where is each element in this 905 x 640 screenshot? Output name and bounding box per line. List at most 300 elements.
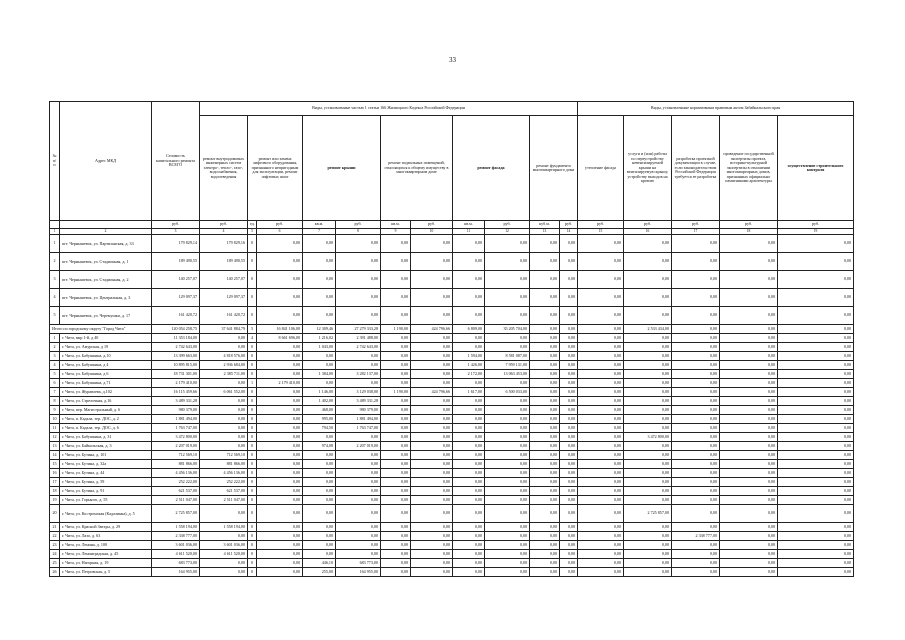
value-cell: 0,00 [778,523,854,532]
column-number: 5 [248,229,257,235]
value-cell: 468,00 [303,406,336,415]
value-cell: 0,00 [453,424,485,433]
value-cell: 0,00 [411,307,453,325]
value-cell: 0,00 [578,325,624,334]
value-cell: 1 558 194,00 [200,523,248,532]
value-cell: 0,00 [672,379,720,388]
address-cell: г. Чита, ул. Байкальская, д. 3 [60,442,152,451]
value-cell: 0,00 [530,406,560,415]
value-cell: 0,00 [778,235,854,253]
value-cell: 1 402,00 [303,397,336,406]
value-cell: 2 179 410,00 [152,379,200,388]
value-cell: 0,00 [336,361,381,370]
value-cell: 0,00 [778,388,854,397]
value-cell: 0,00 [778,361,854,370]
value-cell: 0,00 [485,469,530,478]
value-cell: 0,00 [560,307,578,325]
value-cell: 0,00 [578,523,624,532]
units-row [50,221,854,229]
value-cell: 0,00 [411,289,453,307]
value-cell: 2 338 777,00 [152,532,200,541]
value-cell: 0,00 [200,532,248,541]
table-row [50,271,854,289]
value-cell: 0,00 [778,253,854,271]
value-cell: 0,00 [336,487,381,496]
row-number-cell: 24 [50,550,60,559]
value-cell: 0,00 [720,406,778,415]
value-cell: 0,00 [720,253,778,271]
table-row [50,379,854,388]
value-cell: 129 097,37 [200,289,248,307]
value-cell: 0,00 [778,460,854,469]
header-service-elevator: ремонт или замена лифтового оборудования, признанного непригодным для эксплуатации, ремонт лифтовых шахт [248,116,303,221]
value-cell: 0,00 [453,253,485,271]
column-number: 4 [200,229,248,235]
value-cell: 0,00 [453,505,485,523]
value-cell: 0,00 [720,307,778,325]
value-cell: 0,00 [200,379,248,388]
value-cell: 0,00 [257,343,303,352]
header-service-roof-ventilation: услуги и (или) работы по переустройству невентилируемой крыши на вентилируемую крышу, устройству выходов на кровлю [624,116,672,221]
value-cell: 0,00 [530,352,560,361]
header-service-expertise: проведение государственной экспертизы проекта, историко-культурной экспертизы в отношении многоквартирных домов, признанных официально памятниками архитектуры [720,116,778,221]
value-cell: 0,00 [578,370,624,379]
value-cell: 0,00 [411,424,453,433]
unit-cell: руб. [578,221,624,229]
header-service-engineering: ремонт внутридомовых инженерных систем электро-, тепло-, газо-, водоснабжения, водоотведения [200,116,248,221]
address-cell: пгт. Чернышевск, ул. Стадионная, д. 2 [60,271,152,289]
page-number: 33 [449,56,456,64]
value-cell: 974,08 [303,442,336,451]
value-cell: 712 569,10 [152,451,200,460]
value-cell: 0,00 [578,415,624,424]
row-number-cell: 11 [50,424,60,433]
address-cell: г. Чита, ул. Петровская, д. 5 [60,568,152,577]
value-cell: 0,00 [381,406,411,415]
value-cell: 0 [248,442,257,451]
value-cell: 0,00 [381,496,411,505]
value-cell: 0,00 [624,379,672,388]
row-number-cell: 25 [50,559,60,568]
value-cell: 0,00 [778,343,854,352]
value-cell: 0,00 [381,559,411,568]
value-cell: 0,00 [411,550,453,559]
value-cell: 0,00 [411,397,453,406]
value-cell: 0,00 [530,487,560,496]
value-cell: 1 384,00 [303,370,336,379]
value-cell: 0,00 [720,379,778,388]
table-row [50,433,854,442]
value-cell: 2 725 857,00 [624,505,672,523]
value-cell: 37 641 884,79 [200,325,248,334]
value-cell: 0,00 [485,235,530,253]
value-cell: 0,00 [560,559,578,568]
value-cell: 0,00 [530,532,560,541]
value-cell: 0,00 [560,397,578,406]
value-cell: 0,00 [672,550,720,559]
value-cell: 0,00 [720,415,778,424]
value-cell: 0,00 [720,343,778,352]
value-cell: 0,00 [778,550,854,559]
value-cell: 0,00 [257,424,303,433]
row-number-cell: 18 [50,487,60,496]
value-cell: 0,00 [720,487,778,496]
row-number-cell: 17 [50,478,60,487]
value-cell: 3 489 331,28 [336,397,381,406]
value-cell: 0,00 [336,433,381,442]
value-cell: 0,00 [720,541,778,550]
value-cell: 0,00 [336,478,381,487]
value-cell: 0,00 [336,541,381,550]
value-cell: 0 [248,496,257,505]
value-cell: 0,00 [303,496,336,505]
value-cell: 0,00 [672,325,720,334]
value-cell: 0,00 [336,289,381,307]
column-number: 3 [152,229,200,235]
row-number-cell: 7 [50,388,60,397]
value-cell: 0,00 [778,415,854,424]
value-cell: 0,00 [578,361,624,370]
row-number-cell: 2 [50,253,60,271]
value-cell: 0,00 [257,523,303,532]
value-cell: 0,00 [720,505,778,523]
value-cell: 0,00 [381,451,411,460]
value-cell: 161 420,72 [200,307,248,325]
value-cell: 0,00 [578,334,624,343]
value-cell: 2 725 857,00 [152,505,200,523]
value-cell: 16 115 459,66 [152,388,200,397]
value-cell: 0,00 [624,442,672,451]
value-cell: 0,00 [257,541,303,550]
value-cell: 0,00 [303,271,336,289]
address-cell: г. Чита, ул. Лазо, д. 63 [60,532,152,541]
value-cell: 0,00 [578,559,624,568]
value-cell: 0,00 [720,334,778,343]
value-cell: 0,00 [381,568,411,577]
table-row [50,505,854,523]
value-cell: 0,00 [672,406,720,415]
value-cell: 1 190,00 [381,325,411,334]
value-cell: 0,00 [560,541,578,550]
value-cell: 0,00 [560,469,578,478]
value-cell: 0,00 [720,325,778,334]
value-cell: 0,00 [485,253,530,271]
value-cell: 0,00 [560,487,578,496]
value-cell: 0,00 [624,397,672,406]
value-cell: 0,00 [336,550,381,559]
value-cell: 0,00 [257,235,303,253]
value-cell: 0 [248,505,257,523]
value-cell: 0,00 [560,451,578,460]
value-cell: 0,00 [778,496,854,505]
value-cell: 18 731 301,00 [152,370,200,379]
value-cell: 255,00 [303,568,336,577]
value-cell: 0,00 [336,253,381,271]
value-cell: 0 [248,460,257,469]
value-cell: 2 207 019,00 [152,442,200,451]
address-cell: г. Чита, ул. Горького, д. 55 [60,496,152,505]
table-row [50,568,854,577]
address-cell: г. Чита, ул. Бутина, д. 101 [60,451,152,460]
value-cell: 0 [248,352,257,361]
value-cell: 0,00 [381,550,411,559]
table-row [50,496,854,505]
table-row [50,289,854,307]
value-cell: 0,00 [381,478,411,487]
column-number: 19 [778,229,854,235]
value-cell: 0,00 [530,271,560,289]
value-cell: 0,00 [560,532,578,541]
value-cell: 0,00 [672,370,720,379]
value-cell: 0 [248,532,257,541]
value-cell: 683 773,00 [152,559,200,568]
table-row [50,307,854,325]
value-cell: 0,00 [485,487,530,496]
value-cell: 0,00 [303,550,336,559]
value-cell: 0,00 [778,532,854,541]
value-cell: 0 [248,469,257,478]
value-cell: 0,00 [720,442,778,451]
value-cell: 0,00 [485,478,530,487]
value-cell: 0,00 [453,550,485,559]
value-cell: 0,00 [778,469,854,478]
value-cell: 0,00 [578,568,624,577]
value-cell: 0,00 [530,253,560,271]
value-cell: 0,00 [453,451,485,460]
value-cell: 0,00 [411,478,453,487]
value-cell: 3 489 331,28 [152,397,200,406]
value-cell: 0,00 [578,379,624,388]
value-cell: 0,00 [578,469,624,478]
value-cell: 2 338 777,00 [672,532,720,541]
value-cell: 0,00 [411,532,453,541]
value-cell: 0,00 [778,478,854,487]
value-cell: 0,00 [672,253,720,271]
value-cell: 0,00 [672,478,720,487]
value-cell: 0 [248,559,257,568]
value-cell: 0,00 [720,451,778,460]
address-cell: пгт. Чернышевск, ул. Стадионная, д. 1 [60,253,152,271]
value-cell: 0,00 [778,307,854,325]
row-number-cell: 16 [50,469,60,478]
value-cell: 0,00 [672,460,720,469]
value-cell: 0,00 [578,235,624,253]
value-cell: 0,00 [257,550,303,559]
address-cell: г. Чита, мкр 1-й, д 40 [60,334,152,343]
table-row [50,541,854,550]
value-cell: 0,00 [200,415,248,424]
value-cell: 0,00 [453,379,485,388]
value-cell: 0,00 [672,235,720,253]
value-cell: 0,00 [530,523,560,532]
table-row [50,415,854,424]
value-cell: 0,00 [303,235,336,253]
value-cell: 11 353 184,00 [152,334,200,343]
value-cell: 0,00 [257,415,303,424]
value-cell: 0,00 [453,568,485,577]
column-number: 1 [50,229,60,235]
value-cell: 27 279 333,28 [336,325,381,334]
value-cell: 0,00 [720,478,778,487]
column-number: 10 [411,229,453,235]
value-cell: 4 [248,334,257,343]
value-cell: 0,00 [303,253,336,271]
column-number: 14 [560,229,578,235]
row-number-cell: 1 [50,235,60,253]
value-cell: 0,00 [720,469,778,478]
value-cell: 0,00 [200,433,248,442]
value-cell: 0,00 [453,406,485,415]
value-cell: 0,00 [778,424,854,433]
value-cell: 0,00 [257,460,303,469]
value-cell: 1 763 747,00 [336,424,381,433]
value-cell: 0,00 [303,541,336,550]
value-cell: 0,00 [720,523,778,532]
value-cell: 0,00 [381,487,411,496]
value-cell: 0,00 [672,388,720,397]
value-cell: 0,00 [530,550,560,559]
value-cell: 0,00 [453,271,485,289]
value-cell: 1 617,00 [453,388,485,397]
unit-cell: руб. [257,221,303,229]
row-number-cell: 13 [50,442,60,451]
value-cell: 0,00 [560,505,578,523]
value-cell: 0,00 [303,433,336,442]
value-cell: 0,00 [530,415,560,424]
value-cell: 3 129 038,00 [336,388,381,397]
address-cell: пгт. Чернышевск, ул. Центральная, д. 3 [60,289,152,307]
value-cell: 0,00 [485,451,530,460]
value-cell: 0,00 [672,559,720,568]
address-cell: г. Чита, ул. Бутина, д. 91 [60,487,152,496]
table-row [50,442,854,451]
value-cell: 0,00 [485,496,530,505]
value-cell: 0,00 [257,451,303,460]
value-cell: 0,00 [720,424,778,433]
value-cell: 8 661 696,00 [257,334,303,343]
value-cell: 0,00 [411,469,453,478]
value-cell: 0,00 [453,559,485,568]
address-cell: пгт. Чернышевск, ул. Черемушки, д. 17 [60,307,152,325]
value-cell: 1 881 494,00 [336,415,381,424]
value-cell: 2 385 711,00 [200,370,248,379]
value-cell: 0,00 [778,505,854,523]
table-row [50,370,854,379]
value-cell: 5 [248,325,257,334]
value-cell: 0,00 [720,289,778,307]
value-cell: 0,00 [303,469,336,478]
value-cell: 0 [248,397,257,406]
value-cell: 0,00 [720,352,778,361]
value-cell: 0 [248,361,257,370]
value-cell: 0,00 [485,415,530,424]
value-cell: 0,00 [453,541,485,550]
value-cell: 0,00 [530,496,560,505]
value-cell: 0,00 [778,433,854,442]
value-cell: 0,00 [336,469,381,478]
value-cell: 164 955,00 [336,568,381,577]
address-cell: г. Чита, ул. Бутина, д. 32а [60,460,152,469]
value-cell: 0,00 [578,388,624,397]
value-cell: 0,00 [381,253,411,271]
value-cell: 794,50 [303,424,336,433]
unit-cell: руб. [411,221,453,229]
value-cell: 0,00 [578,460,624,469]
value-cell: 0,00 [200,442,248,451]
value-cell: 0,00 [624,406,672,415]
table-row [50,406,854,415]
address-cell: г. Чита, п. Кадала, тер. ДОС, д. 6 [60,424,152,433]
value-cell: 0,00 [257,442,303,451]
table-row [50,487,854,496]
value-cell: 0,00 [560,568,578,577]
value-cell: 0,00 [381,541,411,550]
value-cell: 0 [248,235,257,253]
value-cell: 0,00 [624,235,672,253]
value-cell: 0,00 [336,523,381,532]
value-cell: 0,00 [624,487,672,496]
row-number-cell: 23 [50,541,60,550]
value-cell: 0,00 [381,235,411,253]
row-number-cell: 5 [50,307,60,325]
address-cell: г. Чита, ул. Костромская (Кадалинка), д. 5 [60,505,152,523]
value-cell: 0,00 [672,568,720,577]
row-number-cell: 21 [50,523,60,532]
value-cell: 0,00 [411,379,453,388]
value-cell: 0 [248,487,257,496]
value-cell: 0,00 [672,361,720,370]
value-cell: 0 [248,253,257,271]
header-num: № п/п [50,102,60,221]
address-cell: г. Чита, п. Кадала, тер. ДОС, д. 2 [60,415,152,424]
value-cell: 0,00 [381,361,411,370]
value-cell: 0,00 [257,307,303,325]
table-row [50,550,854,559]
value-cell: 0 [248,271,257,289]
value-cell: 0 [248,415,257,424]
value-cell: 164 955,00 [152,568,200,577]
value-cell: 0,00 [381,505,411,523]
unit-cell: руб. [672,221,720,229]
value-cell: 0,00 [624,451,672,460]
value-cell: 0,00 [257,352,303,361]
column-number: 18 [720,229,778,235]
header-service-supervision: осуществление строительного контроля [778,116,854,221]
value-cell: 0,00 [672,397,720,406]
value-cell: 0,00 [624,370,672,379]
column-number: 9 [381,229,411,235]
value-cell: 0,00 [453,442,485,451]
value-cell: 0,00 [303,289,336,307]
value-cell: 0,00 [624,352,672,361]
value-cell: 0,00 [303,460,336,469]
value-cell: 0,00 [453,523,485,532]
value-cell: 0 [248,370,257,379]
value-cell: 0,00 [485,379,530,388]
value-cell: 2 172,00 [453,370,485,379]
value-cell: 0,00 [485,460,530,469]
value-cell: 0,00 [720,361,778,370]
table-row [50,469,854,478]
value-cell: 0,00 [578,505,624,523]
value-cell: 0,00 [560,523,578,532]
value-cell: 0,00 [578,343,624,352]
value-cell: 0,00 [720,388,778,397]
column-number: 16 [624,229,672,235]
value-cell: 1 216,02 [303,334,336,343]
value-cell: 0,00 [381,397,411,406]
address-cell: г. Чита, ул. Журавлева, д.102 [60,388,152,397]
